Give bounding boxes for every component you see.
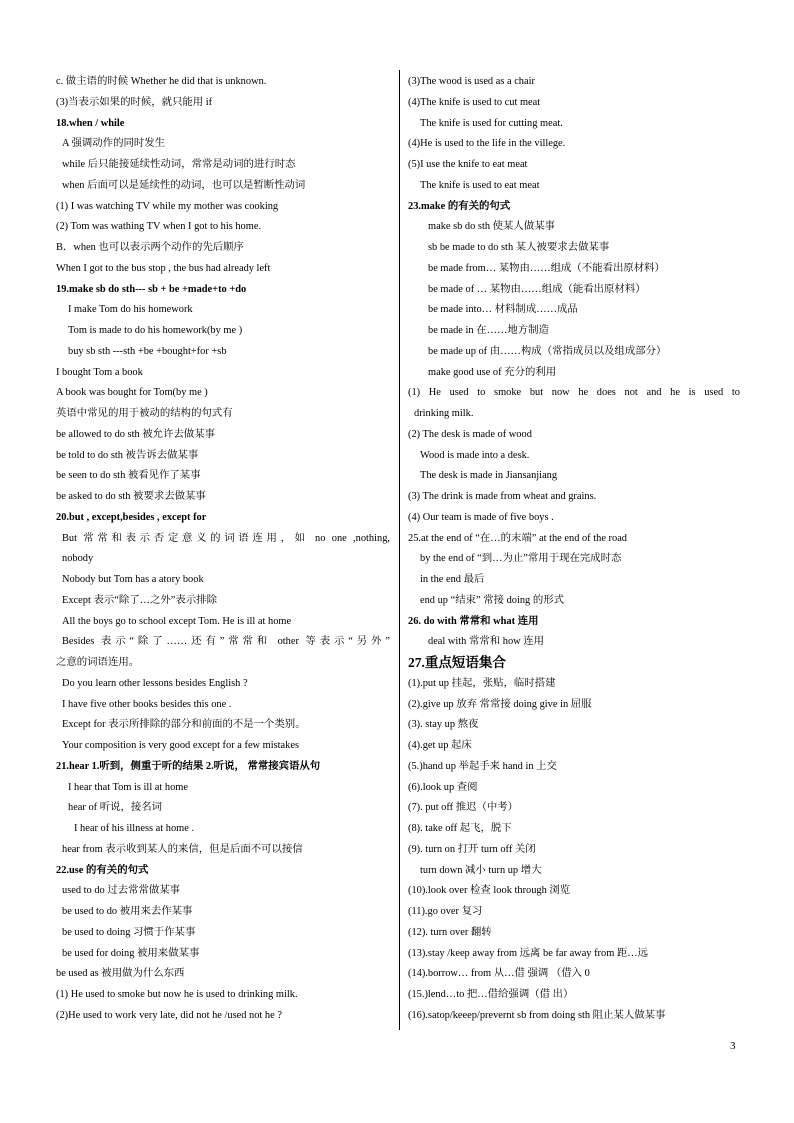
text-line: Tom is made to do his homework(by me ) [68, 325, 243, 336]
text-line: But 常常和表示否定意义的词语连用，如 no one ,nothing, [62, 532, 390, 544]
text-line: c. 做主语的时候 Whether he did that is unknown. [56, 76, 267, 87]
text-line: (4)He is used to the life in the villege. [408, 138, 566, 150]
text-line: (10).look over 检查 look through 浏览 [408, 885, 571, 897]
text-line: (14).borrow… from 从…借 强调 （借入 0 [408, 968, 590, 980]
text-line: (16).satop/keeep/prevernt sb from doing sth 阻止某人做某事 [408, 1009, 666, 1021]
text-line: (3)The wood is used as a chair [408, 76, 535, 87]
text-line: by the end of “到…为止”常用于现在完成时态 [420, 553, 622, 565]
text-line: (1) He used to smoke but now he does not and he is used to [408, 387, 740, 399]
text-line: Wood is made into a desk. [420, 449, 530, 461]
text-line: be made into… 材料制成……成品 [428, 304, 578, 316]
text-line: turn down 减小 turn up 增大 [420, 864, 542, 876]
text-line: All the boys go to school except Tom. He is ill at home [62, 615, 292, 627]
text-line: used to do 过去常常做某事 [62, 885, 181, 897]
text-line: be seen to do sth 被看见作了某事 [56, 470, 201, 482]
text-line: (3). stay up 熬夜 [408, 719, 479, 731]
text-line: (5)I use the knife to eat meat [408, 159, 528, 170]
column-divider [399, 70, 400, 1030]
text-line: be made in 在……地方制造 [428, 325, 549, 336]
text-line: sb be made to do sth 某人被要求去做某事 [428, 242, 610, 253]
text-line: 22.use 的有关的句式 [56, 864, 149, 876]
text-line: end up “结束” 常接 doing 的形式 [420, 594, 565, 606]
text-line: (11).go over 复习 [408, 906, 483, 917]
text-line: (4).get up 起床 [408, 740, 472, 751]
text-line: make good use of 充分的利用 [428, 366, 557, 378]
text-line: buy sb sth ---sth +be +bought+for +sb [68, 345, 227, 357]
text-line: (6).look up 查阅 [408, 781, 478, 793]
text-line: hear from 表示收到某人的来信，但是后面不可以接信 [62, 843, 303, 855]
text-line: (4)The knife is used to cut meat [408, 96, 541, 108]
text-line: 18.when / while [56, 117, 125, 129]
text-line: (1) I was watching TV while my mother was cooking [56, 200, 279, 212]
text-line: (1).put up 挂起，张贴，临时搭建 [408, 677, 556, 689]
text-line: 26. do with 常常和 what 连用 [408, 615, 539, 627]
text-line: 20.but , except,besides , except for [56, 511, 207, 523]
text-line: Nobody but Tom has a atory book [62, 574, 204, 585]
text-line: (4) Our team is made of five boys . [408, 511, 554, 523]
text-line: (12). turn over 翻转 [408, 926, 492, 938]
text-line: I hear of his illness at home . [74, 823, 195, 834]
text-line: I hear that Tom is ill at home [68, 781, 188, 793]
page-number: 3 [730, 1040, 736, 1052]
text-line: in the end 最后 [420, 574, 485, 585]
text-line: be used for doing 被用来做某事 [62, 947, 200, 959]
text-line: The knife is used to eat meat [420, 179, 540, 191]
text-line: (2).give up 放弃 常常接 doing give in 屈服 [408, 698, 592, 710]
text-line: (2) Tom was wathing TV when I got to his home. [56, 221, 262, 233]
text-line: 英语中常见的用于被动的结构的句式有 [56, 408, 233, 419]
text-line: 27.重点短语集合 [408, 655, 506, 670]
text-line: be made up of 由……构成（常指成员以及组成部分） [428, 345, 667, 357]
text-line: (1) He used to smoke but now he is used to drinking milk. [56, 989, 298, 1000]
text-line: (7). put off 推迟（中考） [408, 802, 519, 814]
text-line: (9). turn on 打开 turn off 关闭 [408, 843, 536, 855]
text-line: while 后只能接延续性动词，常常是动词的进行时态 [62, 159, 296, 170]
text-line: nobody [62, 553, 94, 565]
text-line: when 后面可以是延续性的动词，也可以是暂断性动词 [62, 179, 306, 191]
text-line: The knife is used for cutting meat. [420, 117, 563, 129]
text-line: Except for 表示所排除的部分和前面的不是一个类别。 [62, 719, 306, 731]
text-line: Besides 表示“除了……还有”常常和 other 等表示“另外” [62, 636, 390, 648]
text-line: A 强调动作的同时发生 [62, 138, 166, 150]
text-line: be used as 被用做为什么东西 [56, 968, 185, 980]
text-line: be allowed to do sth 被允许去做某事 [56, 428, 216, 440]
text-line: (2) The desk is made of wood [408, 428, 532, 440]
text-line: I bought Tom a book [56, 366, 143, 378]
text-line: be asked to do sth 被要求去做某事 [56, 491, 206, 502]
text-line: Your composition is very good except for a few mistakes [62, 740, 300, 751]
text-line: be told to do sth 被告诉去做某事 [56, 449, 199, 461]
text-line: (3) The drink is made from wheat and grains. [408, 491, 597, 502]
text-line: 23.make 的有关的句式 [408, 200, 511, 212]
text-line: B．when 也可以表示两个动作的先后顺序 [56, 242, 244, 253]
text-line: (2)He used to work very late, did not he /used not he ? [56, 1009, 282, 1021]
text-line: A book was bought for Tom(by me ) [56, 387, 208, 399]
text-line: I have five other books besides this one . [62, 698, 232, 710]
text-line: drinking milk. [414, 408, 474, 419]
text-line: (13).stay /keep away from 远离 be far away from 距…远 [408, 947, 649, 959]
text-line: 25.at the end of “在…的末端” at the end of the road [408, 532, 627, 544]
text-line: 21.hear 1.听到，侧重于听的结果 2.听说， 常常接宾语从句 [56, 760, 321, 772]
text-line: 之意的词语连用。 [56, 657, 140, 668]
text-line: Except 表示“除了…之外”表示排除 [62, 594, 217, 606]
right-column [408, 72, 740, 1027]
text-line: The desk is made in Jiansanjiang [420, 470, 558, 482]
text-line: deal with 常常和 how 连用 [428, 636, 545, 648]
text-line: (15.)lend…to 把…借给强调（借 出） [408, 989, 574, 1000]
text-line: be used to do 被用来去作某事 [62, 906, 193, 917]
text-line: 19.make sb do sth--- sb + be +made+to +do [56, 283, 247, 295]
text-line: Do you learn other lessons besides English ? [62, 677, 248, 689]
text-line: be made from… 某物由……组成（不能看出原材料） [428, 262, 665, 274]
text-line: (3)当表示如果的时候，就只能用 if [56, 96, 213, 108]
text-line: I make Tom do his homework [68, 304, 193, 316]
text-line: (5.)hand up 举起手来 hand in 上交 [408, 760, 557, 772]
left-column [56, 72, 390, 1027]
text-line: be used to doing 习惯于作某事 [62, 926, 196, 938]
text-line: (8). take off 起飞，脱下 [408, 823, 512, 834]
text-line: be made of … 某物由……组成（能看出原材料） [428, 283, 646, 295]
text-line: hear of 听说，接名词 [68, 802, 163, 814]
text-line: When I got to the bus stop , the bus had already left [56, 262, 271, 274]
text-line: make sb do sth 使某人做某事 [428, 221, 555, 233]
